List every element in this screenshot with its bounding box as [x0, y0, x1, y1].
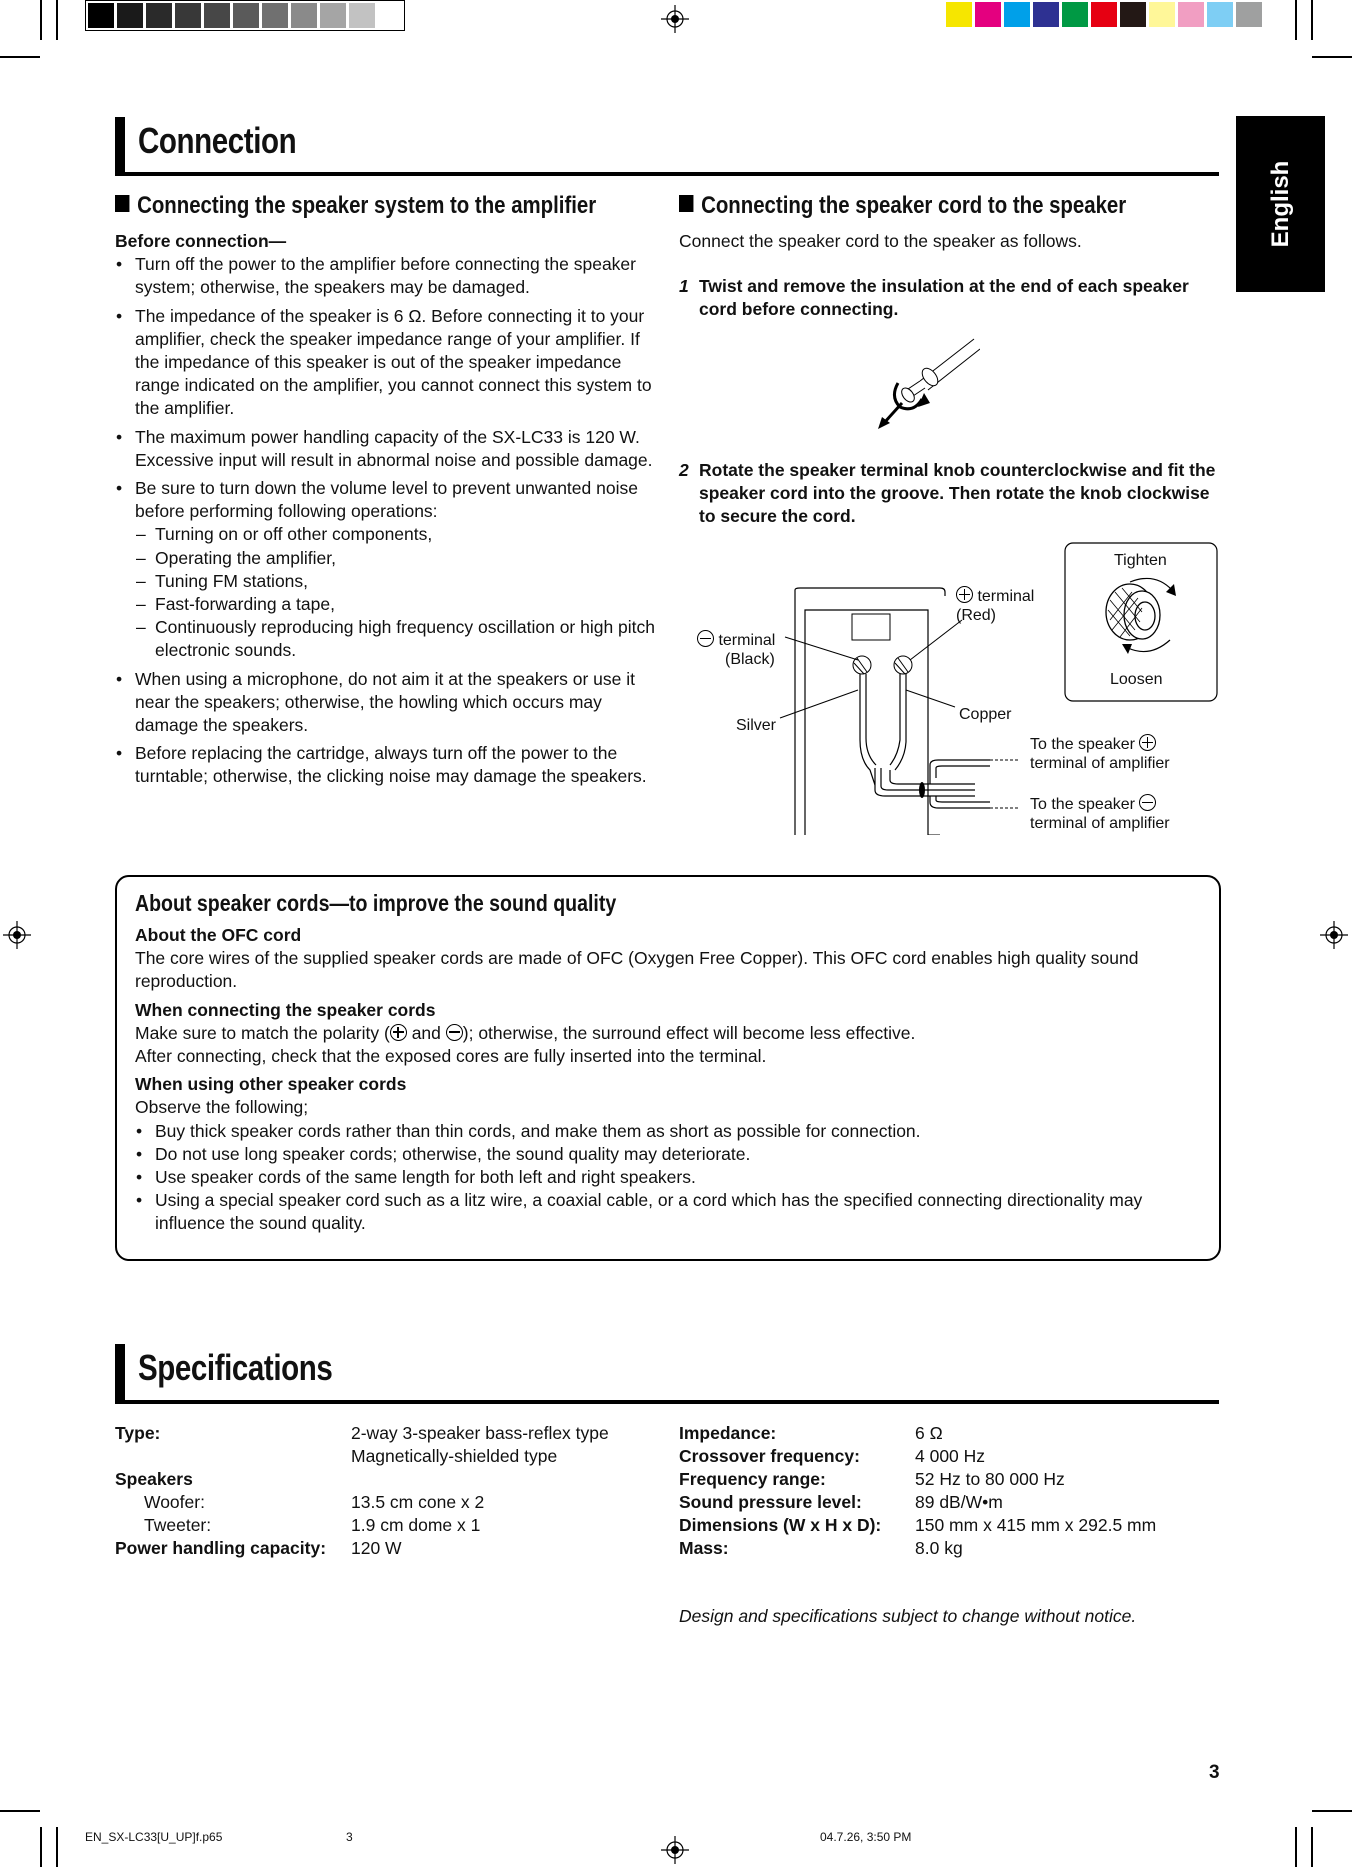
spec-crossover-value: 4 000 Hz: [915, 1446, 986, 1466]
color-swatch: [1236, 2, 1262, 27]
list-item: • When using a microphone, do not aim it at the speakers or use it near the speakers; otherwise, the howling which occurs may damage the speakers.: [115, 668, 660, 738]
plus-icon: [956, 586, 973, 603]
gray-swatch: [349, 3, 375, 28]
color-swatch: [975, 2, 1001, 27]
list-item: – Operating the amplifier,: [135, 547, 660, 570]
color-swatch: [1004, 2, 1030, 27]
plus-icon: [390, 1024, 407, 1041]
crop-mark: [40, 0, 42, 40]
crop-mark: [56, 1827, 58, 1867]
left-column-body: [115, 230, 660, 794]
registration-mark-icon: [661, 1836, 689, 1864]
to-plus-label: [1030, 734, 1156, 755]
minus-icon: [697, 630, 714, 647]
gray-swatch: [378, 3, 404, 28]
footer-date: 04.7.26, 3:50 PM: [820, 1830, 912, 1844]
plus-icon: [1139, 734, 1156, 751]
spec-woofer-label: Woofer:: [144, 1492, 205, 1512]
square-bullet-icon: [679, 195, 693, 212]
spec-notice: Design and specifications subject to change without notice.: [679, 1606, 1137, 1626]
to-plus-label-2: terminal of amplifier: [1030, 755, 1170, 772]
precaution-list: [115, 253, 660, 523]
plus-color-label: (Red): [956, 607, 997, 624]
color-swatch: [1062, 2, 1088, 27]
color-swatch: [1178, 2, 1204, 27]
spec-frequency-value: 52 Hz to 80 000 Hz: [915, 1469, 1065, 1489]
list-item: – Continuously reproducing high frequency oscillation or high pitch electronic sounds.: [135, 616, 660, 662]
cord-twist-illustration: [870, 335, 980, 435]
section-rule: [115, 172, 1219, 176]
terminal-diagram: [690, 540, 1220, 835]
registration-mark-icon: [3, 921, 31, 949]
spec-impedance-label: Impedance:: [679, 1423, 777, 1443]
step-1: [679, 275, 1219, 321]
square-bullet-icon: [115, 195, 129, 212]
text-part: ); otherwise, the surround effect will become less effective.: [462, 1022, 916, 1043]
tighten-label: Tighten: [1114, 552, 1167, 569]
ofc-text: The core wires of the supplied speaker cords are made of OFC (Oxygen Free Copper). This OFC cord enables high quality sound reproduction.: [135, 948, 1139, 992]
spec-type-value-1: 2-way 3-speaker bass-reflex type: [351, 1423, 609, 1443]
step-text: Rotate the speaker terminal knob counterclockwise and fit the speaker cord into the groove. Then rotate the knob clockwise to secure the cord.: [699, 460, 1216, 527]
gray-swatch: [88, 3, 114, 28]
list-item: • The maximum power handling capacity of the SX-LC33 is 120 W. Excessive input will result in abnormal noise and possible damage.: [115, 426, 660, 472]
copper-label: Copper: [959, 706, 1012, 723]
spec-spl-value: 89 dB/W•m: [915, 1492, 1003, 1512]
subheading-text: Connecting the speaker system to the amplifier: [137, 192, 597, 219]
language-tab: [1236, 116, 1325, 292]
crop-mark: [0, 1810, 40, 1812]
minus-terminal-label: [697, 630, 775, 651]
ofc-heading: About the OFC cord: [135, 925, 302, 945]
footer-file: EN_SX-LC33[U_UP]f.p65: [85, 1830, 223, 1844]
crop-mark: [56, 0, 58, 40]
gray-swatch: [146, 3, 172, 28]
color-swatch: [946, 2, 972, 27]
list-item: – Turning on or off other components,: [135, 523, 660, 546]
subheading-text: Connecting the speaker cord to the speaker: [701, 192, 1127, 219]
silver-label: Silver: [736, 717, 777, 734]
spec-frequency-label: Frequency range:: [679, 1469, 826, 1489]
gray-swatch: [117, 3, 143, 28]
minus-color-label: (Black): [725, 651, 775, 668]
spec-crossover-label: Crossover frequency:: [679, 1446, 860, 1466]
step-2: [679, 459, 1224, 529]
crop-mark: [40, 1827, 42, 1867]
spec-type-label: Type:: [115, 1423, 161, 1443]
to-minus-label-2: terminal of amplifier: [1030, 815, 1170, 832]
crop-mark: [1312, 56, 1352, 58]
spec-dimensions-value: 150 mm x 415 mm x 292.5 mm: [915, 1515, 1157, 1535]
other-cords-list: [135, 1120, 1195, 1236]
gray-swatch: [233, 3, 259, 28]
other-cords-heading: When using other speaker cords: [135, 1074, 407, 1095]
section-rule: [115, 1400, 1219, 1404]
text-part: Make sure to match the polarity (: [135, 1022, 390, 1043]
list-item: – Tuning FM stations,: [135, 570, 660, 593]
step-number: 1: [679, 276, 689, 296]
spec-tweeter-label: Tweeter:: [144, 1515, 212, 1535]
to-minus-label: [1030, 794, 1156, 815]
operations-list: [135, 523, 660, 662]
spec-dimensions-label: Dimensions (W x H x D):: [679, 1515, 882, 1535]
color-swatch: [1149, 2, 1175, 27]
crop-mark: [1311, 1827, 1313, 1867]
footer-page: 3: [346, 1830, 353, 1844]
gray-swatch: [291, 3, 317, 28]
gray-swatch: [204, 3, 230, 28]
about-speaker-cords-content: [135, 890, 1195, 1236]
list-item: • Be sure to turn down the volume level to prevent unwanted noise before performing following operations:: [115, 477, 660, 523]
list-item: • The impedance of the speaker is 6 Ω. Before connecting it to your amplifier, check the speaker impedance range of your amplifier. If the impedance of this speaker is out of the speaker impedance range indicated on the amplifier, you cannot connect this system to the amplifier.: [115, 305, 660, 421]
text-part: and: [406, 1022, 446, 1043]
spec-impedance-value: 6 Ω: [915, 1423, 943, 1443]
color-swatch: [1207, 2, 1233, 27]
minus-icon: [446, 1024, 463, 1041]
crop-mark: [1311, 0, 1313, 40]
subheading-speaker-cord: [679, 192, 1126, 220]
loosen-label: Loosen: [1110, 671, 1163, 688]
label-text: To the speaker: [1030, 796, 1135, 813]
crop-mark: [1312, 1810, 1352, 1812]
registration-mark-icon: [661, 5, 689, 33]
before-connection-label: Before connection—: [115, 231, 287, 251]
spec-tweeter-value: 1.9 cm dome x 1: [351, 1515, 481, 1535]
list-item: • Using a special speaker cord such as a litz wire, a coaxial cable, or a cord which has the specified connecting directionality may influence the sound quality.: [135, 1189, 1195, 1235]
spec-power-label: Power handling capacity:: [115, 1538, 327, 1558]
list-item: • Before replacing the cartridge, always turn off the power to the turntable; otherwise, the clicking noise may damage the speakers.: [115, 742, 660, 788]
spec-mass-value: 8.0 kg: [915, 1538, 963, 1558]
section-bar: [115, 1344, 125, 1400]
about-title: About speaker cords—to improve the sound quality: [135, 890, 617, 916]
gray-swatch: [262, 3, 288, 28]
section-bar: [115, 117, 125, 173]
spec-spl-label: Sound pressure level:: [679, 1492, 862, 1512]
crop-mark: [0, 56, 40, 58]
spec-mass-label: Mass:: [679, 1538, 729, 1558]
color-swatch: [1033, 2, 1059, 27]
label-text: To the speaker: [1030, 736, 1135, 753]
process-color-bar: [946, 0, 1264, 29]
list-item: • Turn off the power to the amplifier before connecting the speaker system; otherwise, the speakers may be damaged.: [115, 253, 660, 299]
spec-type-value-2: Magnetically-shielded type: [351, 1446, 558, 1466]
spec-woofer-value: 13.5 cm cone x 2: [351, 1492, 485, 1512]
list-item: • Use speaker cords of the same length for both left and right speakers.: [135, 1166, 1195, 1189]
label-text: terminal: [718, 632, 776, 649]
section-title-connection: Connection: [138, 120, 297, 161]
subheading-amplifier: [115, 192, 596, 220]
list-item: • Buy thick speaker cords rather than thin cords, and make them as short as possible for connection.: [135, 1120, 1195, 1143]
gray-swatch: [320, 3, 346, 28]
connecting-heading: When connecting the speaker cords: [135, 999, 436, 1020]
observe-text: Observe the following;: [135, 1097, 309, 1118]
gray-color-bar: [85, 0, 405, 31]
step-text: Twist and remove the insulation at the end of each speaker cord before connecting.: [699, 276, 1189, 320]
registration-mark-icon: [1320, 921, 1348, 949]
spec-speakers-label: Speakers: [115, 1469, 193, 1489]
gray-swatch: [175, 3, 201, 28]
plus-terminal-label: [956, 586, 1034, 607]
list-item: • Do not use long speaker cords; otherwise, the sound quality may deteriorate.: [135, 1143, 1195, 1166]
inserted-text: After connecting, check that the exposed cores are fully inserted into the terminal.: [135, 1046, 767, 1067]
section-title-specifications: Specifications: [138, 1347, 333, 1388]
precaution-list-2: [115, 668, 660, 789]
language-tab-label: English: [1266, 160, 1294, 248]
step-number: 2: [679, 460, 689, 480]
crop-mark: [1295, 0, 1297, 40]
color-swatch: [1120, 2, 1146, 27]
list-item: – Fast-forwarding a tape,: [135, 593, 660, 616]
minus-icon: [1139, 794, 1156, 811]
polarity-text: [135, 1022, 1195, 1045]
label-text: terminal: [977, 588, 1035, 605]
crop-mark: [1295, 1827, 1297, 1867]
intro-text: Connect the speaker cord to the speaker as follows.: [679, 231, 1082, 251]
page-number: 3: [1209, 1762, 1220, 1783]
color-swatch: [1091, 2, 1117, 27]
spec-power-value: 120 W: [351, 1538, 402, 1558]
